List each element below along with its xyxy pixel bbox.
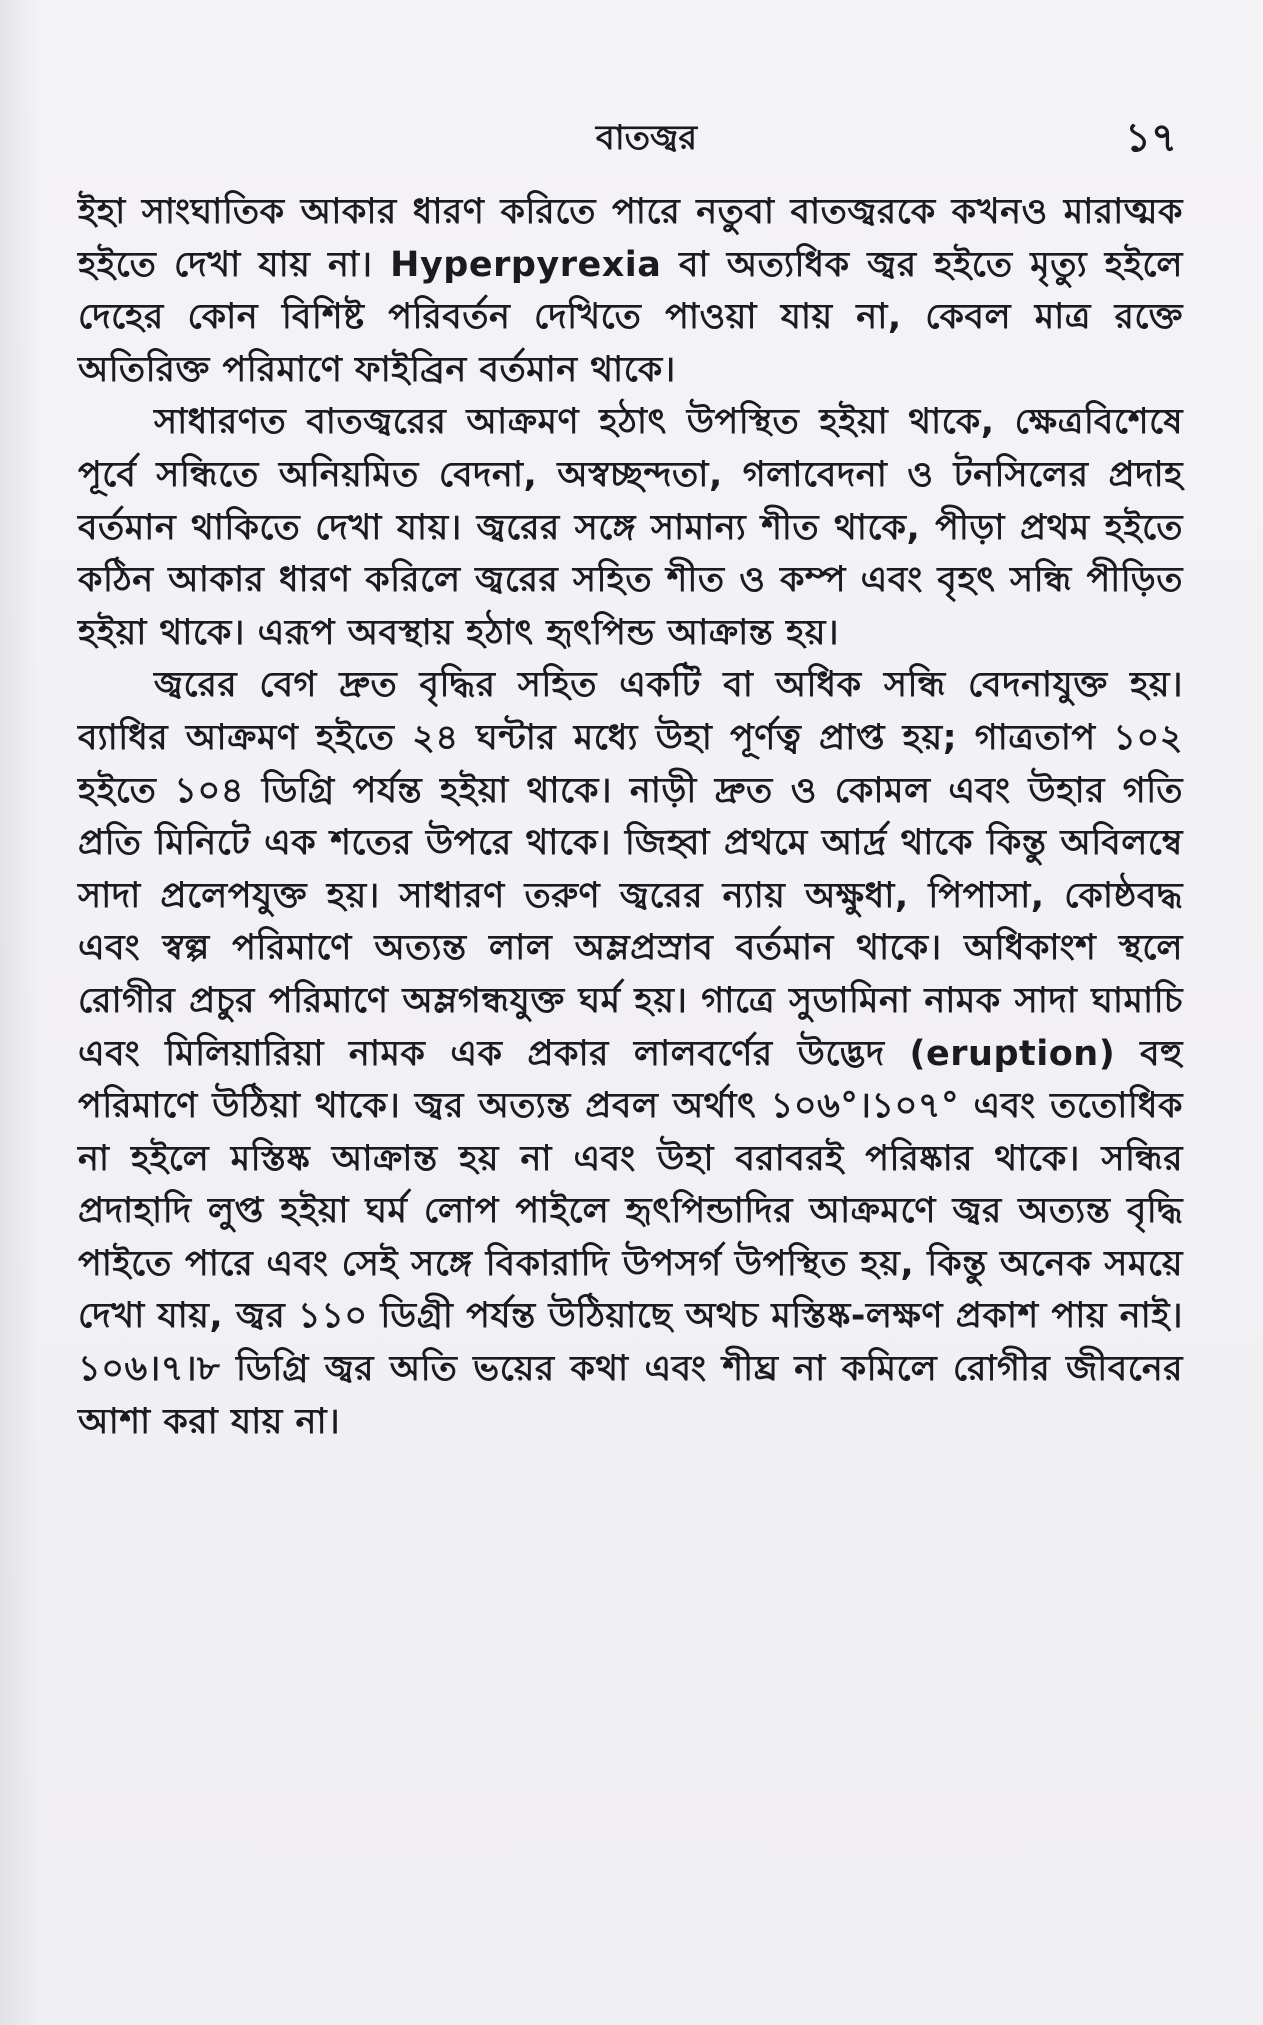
running-title: বাতজ্বর — [595, 118, 698, 158]
paragraph-onset: সাধারণত বাতজ্বরের আক্রমণ হঠাৎ উপস্থিত হইয়া থাকে, ক্ষেত্রবিশেষে পূর্বে সন্ধিতে অনিয়মিত বেদনা, অস্বচ্ছন্দতা, গলাবেদনা ও টনসিলের প্রদাহ বর্তমান থাকিতে দেখা যায়। জ্বরের সঙ্গে সামান্য শীত থাকে, পীড়া প্রথম হইতে কঠিন আকার ধারণ করিলে জ্বরের সহিত শীত ও কম্প এবং বৃহৎ সন্ধি পীড়িত হইয়া থাকে। এরূপ অবস্থায় হঠাৎ হৃৎপিন্ড আক্রান্ত হয়। — [78, 402, 1183, 653]
body-text — [78, 186, 1183, 1448]
running-head — [0, 108, 1263, 168]
paragraph-symptoms: জ্বরের বেগ দ্রুত বৃদ্ধির সহিত একটি বা অধিক সন্ধি বেদনাযুক্ত হয়। ব্যাধির আক্রমণ হইতে ২৪ ঘন্টার মধ্যে উহা পূর্ণত্ব প্রাপ্ত হয়; গাত্রতাপ ১০২ হইতে ১০৪ ডিগ্রি পর্যন্ত হইয়া থাকে। নাড়ী দ্রুত ও কোমল এবং উহার গতি প্রতি মিনিটে এক শতের উপরে থাকে। জিহ্বা প্রথমে আর্দ্র থাকে কিন্তু অবিলম্বে সাদা প্রলেপযুক্ত হয়। সাধারণ তরুণ জ্বরের ন্যায় অক্ষুধা, পিপাসা, কোষ্ঠবদ্ধ এবং স্বল্প পরিমাণে অত্যন্ত লাল অম্লপ্রস্রাব বর্তমান থাকে। অধিকাংশ স্থলে রোগীর প্রচুর পরিমাণে অম্লগন্ধযুক্ত ঘর্ম হয়। গাত্রে সুডামিনা নামক সাদা ঘামাচি এবং মিলিয়ারিয়া নামক এক প্রকার লালবর্ণের উদ্ভেদ (eruption) বহু পরিমাণে উঠিয়া থাকে। জ্বর অত্যন্ত প্রবল অর্থাৎ ১০৬°।১০৭° এবং ততোধিক না হইলে মস্তিষ্ক আক্রান্ত হয় না এবং উহা বরাবরই পরিষ্কার থাকে। সন্ধির প্রদাহাদি লুপ্ত হইয়া ঘর্ম লোপ পাইলে হৃৎপিন্ডাদির আক্রমণে জ্বর অত্যন্ত বৃদ্ধি পাইতে পারে এবং সেই সঙ্গে বিকারাদি উপসর্গ উপস্থিত হয়, কিন্তু অনেক সময়ে দেখা যায়, জ্বর ১১০ ডিগ্রী পর্যন্ত উঠিয়াছে অথচ মস্তিষ্ক-লক্ষণ প্রকাশ পায় নাই। ১০৬।৭।৮ ডিগ্রি জ্বর অতি ভয়ের কথা এবং শীঘ্র না কমিলে রোগীর জীবনের আশা করা যায় না। — [78, 665, 1183, 1442]
paragraph-continuation: ইহা সাংঘাতিক আকার ধারণ করিতে পারে নতুবা বাতজ্বরকে কখনও মারাত্মক হইতে দেখা যায় না। Hyperpyrexia বা অত্যধিক জ্বর হইতে মৃত্যু হইলে দেহের কোন বিশিষ্ট পরিবর্তন দেখিতে পাওয়া যায় না, কেবল মাত্র রক্তে অতিরিক্ত পরিমাণে ফাইব্রিন বর্তমান থাকে। — [78, 192, 1183, 390]
page-number: ১৭ — [1125, 115, 1177, 161]
